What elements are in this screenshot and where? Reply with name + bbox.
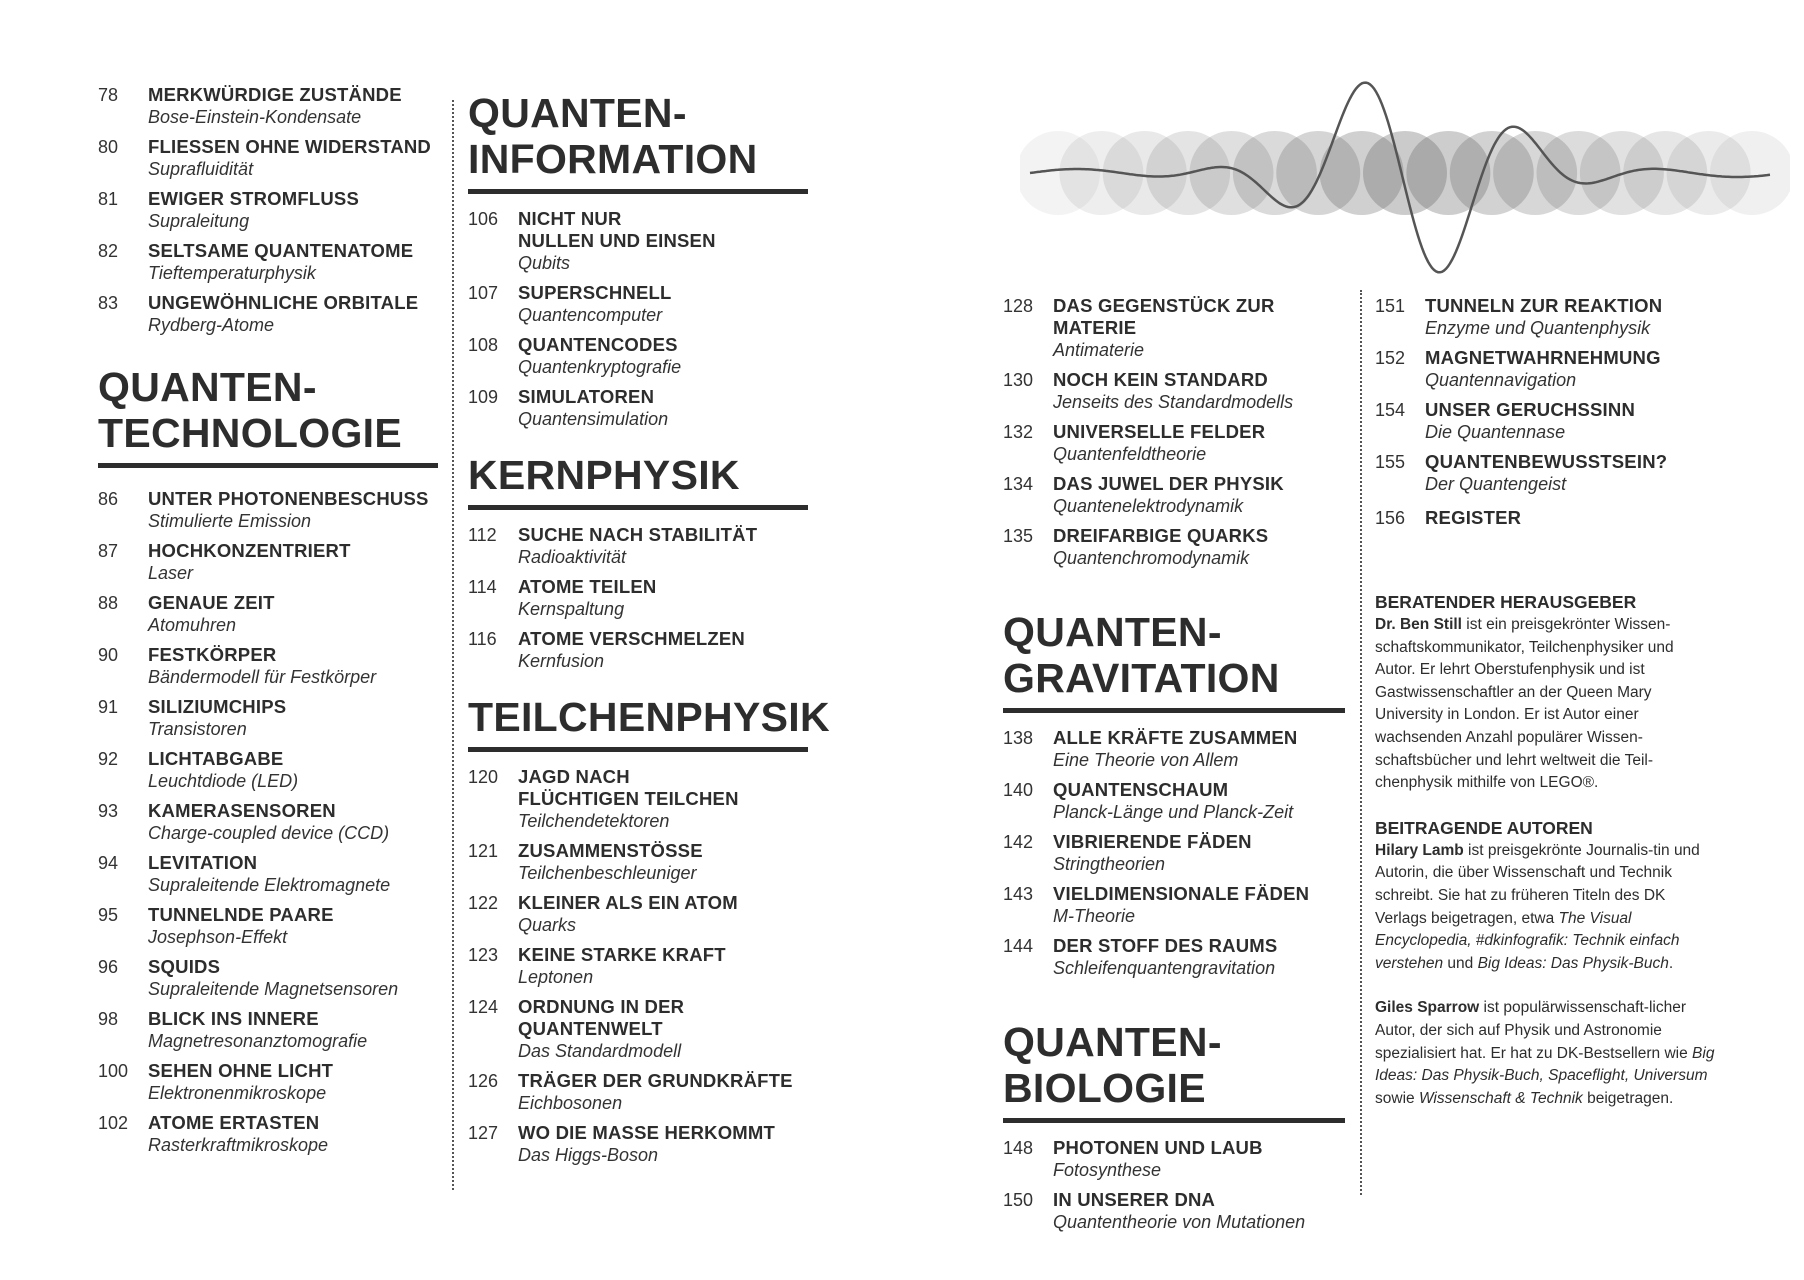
toc-entry-register[interactable]: 156 REGISTER	[1375, 507, 1522, 528]
entry-subtitle: Das Higgs-Boson	[518, 1145, 659, 1165]
page-number: 134	[1003, 474, 1034, 494]
section-heading-quantengravitation: QUANTEN- GRAVITATION	[1003, 609, 1345, 713]
page-number: 83	[98, 293, 119, 313]
page-number: 121	[468, 841, 499, 861]
toc-entry[interactable]	[1003, 421, 1345, 465]
entry-subtitle: Stimulierte Emission	[148, 511, 312, 531]
page-number: 88	[98, 593, 119, 613]
entry-title: SQUIDS	[148, 956, 221, 977]
toc-entry[interactable]	[98, 136, 438, 180]
advisor-heading: BERATENDER HERAUSGEBER	[1375, 592, 1637, 612]
entry-subtitle: Elektronenmikroskope	[148, 1083, 327, 1103]
toc-entry[interactable]	[1003, 779, 1345, 823]
toc-entry[interactable]	[1003, 1189, 1345, 1233]
entry-subtitle: Kernfusion	[518, 651, 605, 671]
entry-subtitle: Laser	[148, 563, 194, 583]
entry-subtitle: Fotosynthese	[1053, 1160, 1162, 1180]
entry-title: SEHEN OHNE LICHT	[148, 1060, 334, 1081]
quantum-wave-illustration	[1020, 28, 1790, 278]
entry-title: ORDNUNG IN DER	[518, 996, 685, 1017]
entry-title: JAGD NACH	[518, 766, 630, 787]
toc-entry[interactable]	[1003, 727, 1345, 771]
page-number: 126	[468, 1071, 499, 1091]
column-divider	[1360, 290, 1362, 1195]
page-number: 98	[98, 1009, 119, 1029]
entry-subtitle: Magnetresonanztomografie	[148, 1031, 368, 1051]
toc-entry[interactable]	[98, 292, 438, 336]
entry-title: QUANTENBEWUSSTSEIN?	[1425, 451, 1668, 472]
page-number: 106	[468, 209, 499, 229]
entry-subtitle: Radioaktivität	[518, 547, 627, 567]
entry-title: TRÄGER DER GRUNDKRÄFTE	[518, 1070, 793, 1091]
entry-subtitle: Teilchendetektoren	[518, 811, 670, 831]
entry-title: QUANTENSCHAUM	[1053, 779, 1229, 800]
page-number: 80	[98, 137, 119, 157]
page-number: 100	[98, 1061, 129, 1081]
entry-title: ATOME TEILEN	[518, 576, 657, 597]
page-number: 130	[1003, 370, 1034, 390]
entry-subtitle: Der Quantengeist	[1425, 474, 1567, 494]
entry-title: DAS GEGENSTÜCK ZUR	[1053, 295, 1275, 316]
entry-title: TUNNELNDE PAARE	[148, 904, 334, 925]
toc-entry[interactable]	[1003, 473, 1345, 517]
entry-subtitle: Die Quantennase	[1425, 422, 1566, 442]
page-number: 116	[468, 629, 497, 649]
entry-subtitle: Das Standardmodell	[518, 1041, 682, 1061]
toc-entry[interactable]	[98, 644, 438, 688]
entry-title: BLICK INS INNERE	[148, 1008, 319, 1029]
page-number: 82	[98, 241, 119, 261]
page-number: 155	[1375, 452, 1406, 472]
toc-entry[interactable]	[468, 524, 808, 568]
entry-title: UNGEWÖHNLICHE ORBITALE	[148, 292, 419, 313]
entry-title: DER STOFF DES RAUMS	[1053, 935, 1278, 956]
entry-title: PHOTONEN UND LAUB	[1053, 1137, 1263, 1158]
toc-entry[interactable]	[468, 840, 808, 884]
page-number: 142	[1003, 832, 1034, 852]
entry-title: GENAUE ZEIT	[148, 592, 275, 613]
toc-entry[interactable]	[98, 956, 438, 1000]
page-number: 127	[468, 1123, 499, 1143]
toc-entry[interactable]	[1003, 369, 1345, 413]
entry-title: EWIGER STROMFLUSS	[148, 188, 360, 209]
toc-entry[interactable]	[1003, 831, 1345, 875]
page-number: 120	[468, 767, 499, 787]
entry-subtitle: Josephson-Effekt	[148, 927, 288, 947]
toc-entry[interactable]	[468, 628, 808, 672]
entry-subtitle: Quantentheorie von Mutationen	[1053, 1212, 1306, 1232]
page-number: 124	[468, 997, 499, 1017]
author-bio-sparrow: Giles Sparrow ist populärwissenschaft-licher Autor, der sich auf Physik und Astronomie spezialisiert hat. Er hat zu DK-Bestsellern wie Big Ideas: Das Physik-Buch, Spaceflight, Universum sowie Wissenschaft & Technik beigetragen.	[1375, 999, 1715, 1107]
entry-subtitle: Leptonen	[518, 967, 594, 987]
entry-title: KLEINER ALS EIN ATOM	[518, 892, 738, 913]
toc-entry[interactable]	[98, 1112, 438, 1156]
toc-entry[interactable]	[98, 904, 438, 948]
column-divider	[452, 100, 454, 1190]
toc-entry[interactable]	[98, 188, 438, 232]
entry-title: DAS JUWEL DER PHYSIK	[1053, 473, 1284, 494]
entry-subtitle: Stringtheorien	[1053, 854, 1166, 874]
toc-entry[interactable]	[468, 576, 808, 620]
entry-subtitle: Bändermodell für Festkörper	[148, 667, 377, 687]
toc-entry[interactable]	[468, 1122, 808, 1166]
toc-entry[interactable]	[468, 996, 808, 1062]
section-heading-quantenbiologie: QUANTEN- BIOLOGIE	[1003, 1019, 1345, 1123]
entry-title-line2: MATERIE	[1053, 317, 1137, 338]
page-number: 95	[98, 905, 119, 925]
entry-subtitle: Quantenkryptografie	[518, 357, 682, 377]
toc-entry[interactable]	[1375, 295, 1715, 339]
entry-subtitle: Teilchenbeschleuniger	[518, 863, 697, 883]
section-heading-kernphysik: KERNPHYSIK	[468, 452, 808, 510]
entry-title: LICHTABGABE	[148, 748, 284, 769]
toc-column-1	[98, 84, 438, 1164]
toc-entry[interactable]	[98, 1008, 438, 1052]
entry-subtitle: Leuchtdiode (LED)	[148, 771, 299, 791]
entry-title: HOCHKONZENTRIERT	[148, 540, 351, 561]
advisor-bio: Dr. Ben Still ist ein preisgekrönter Wissen-schaftskommunikator, Teilchenphysiker und Autor. Er lehrt Oberstufenphysik und ist Gastwissenschaftler an der Queen Mary University in London. Er ist Autor einer wachsenden Anzahl populärer Wissen-schaftsbücher und lehrt weltweit die Teil-chenphysik mithilfe von LEGO®.	[1375, 616, 1674, 792]
entry-subtitle: Eine Theorie von Allem	[1053, 750, 1239, 770]
toc-entry[interactable]	[468, 944, 808, 988]
entry-subtitle: Rydberg-Atome	[148, 315, 275, 335]
entry-title: SELTSAME QUANTENATOME	[148, 240, 414, 261]
toc-entry[interactable]	[468, 282, 808, 326]
entry-subtitle: Atomuhren	[148, 615, 237, 635]
entry-title-line2: QUANTENWELT	[518, 1018, 663, 1039]
entry-title: UNTER PHOTONENBESCHUSS	[148, 488, 429, 509]
entry-title: NICHT NUR	[518, 208, 622, 229]
entry-subtitle: Kernspaltung	[518, 599, 625, 619]
page-number: 91	[98, 697, 119, 717]
toc-entry[interactable]	[468, 386, 808, 430]
toc-entry[interactable]	[98, 592, 438, 636]
page-number: 108	[468, 335, 499, 355]
entry-subtitle: Quantensimulation	[518, 409, 669, 429]
page-number: 112	[468, 525, 497, 545]
entry-subtitle: Jenseits des Standardmodells	[1053, 392, 1294, 412]
entry-title: ATOME ERTASTEN	[148, 1112, 320, 1133]
entry-subtitle: Transistoren	[148, 719, 247, 739]
page-number: 122	[468, 893, 499, 913]
page-number: 150	[1003, 1190, 1034, 1210]
toc-entry[interactable]	[468, 766, 808, 832]
page-number: 102	[98, 1113, 129, 1133]
entry-title: FLIESSEN OHNE WIDERSTAND	[148, 136, 431, 157]
entry-title: MERKWÜRDIGE ZUSTÄNDE	[148, 84, 402, 105]
contributors-section	[1375, 591, 1715, 1110]
toc-entry[interactable]	[98, 540, 438, 584]
entry-subtitle: Antimaterie	[1053, 340, 1145, 360]
toc-entry[interactable]	[98, 748, 438, 792]
page-number: 81	[98, 189, 119, 209]
page-number: 107	[468, 283, 499, 303]
entry-title: IN UNSERER DNA	[1053, 1189, 1216, 1210]
page-number: 151	[1375, 296, 1406, 316]
entry-subtitle: Quantenfeldtheorie	[1053, 444, 1207, 464]
entry-title: MAGNETWAHRNEHMUNG	[1425, 347, 1661, 368]
entry-subtitle: Quantenchromodynamik	[1053, 548, 1250, 568]
entry-title: KEINE STARKE KRAFT	[518, 944, 726, 965]
section-heading-teilchenphysik: TEILCHENPHYSIK	[468, 694, 808, 752]
entry-subtitle: Supraleitende Magnetsensoren	[148, 979, 399, 999]
entry-subtitle: Rasterkraftmikroskope	[148, 1135, 329, 1155]
author-bio-lamb: Hilary Lamb ist preisgekrönte Journalis-tin und Autorin, die über Wissenschaft und Technik schreibt. Sie hat zu früheren Titeln des DK Verlags beigetragen, etwa The Visual Encyclopedia, #dkinfografik: Technik einfach verstehen und Big Ideas: Das Physik-Buch.	[1375, 841, 1700, 972]
page-number: 138	[1003, 728, 1034, 748]
entry-subtitle: Suprafluidität	[148, 159, 254, 179]
section-heading-quanteninformation: QUANTEN- INFORMATION	[468, 90, 808, 194]
entry-title: VIBRIERENDE FÄDEN	[1053, 831, 1252, 852]
entry-subtitle: Charge-coupled device (CCD)	[148, 823, 390, 843]
entry-title: FESTKÖRPER	[148, 644, 277, 665]
entry-subtitle: Quarks	[518, 915, 577, 935]
toc-entry[interactable]	[468, 208, 808, 274]
toc-entry[interactable]	[1003, 883, 1345, 927]
entry-subtitle: Quantencomputer	[518, 305, 663, 325]
entry-subtitle: Qubits	[518, 253, 571, 273]
page-number: 128	[1003, 296, 1034, 316]
page-number: 148	[1003, 1138, 1034, 1158]
page-number: 132	[1003, 422, 1034, 442]
toc-entry[interactable]	[98, 1060, 438, 1104]
entry-title: SUPERSCHNELL	[518, 282, 672, 303]
entry-title: ALLE KRÄFTE ZUSAMMEN	[1053, 727, 1298, 748]
page-number: 109	[468, 387, 499, 407]
entry-title: LEVITATION	[148, 852, 258, 873]
toc-column-3	[1003, 295, 1345, 1241]
toc-entry[interactable]	[98, 696, 438, 740]
section-heading-quantentechnologie: QUANTEN- TECHNOLOGIE	[98, 364, 438, 468]
entry-subtitle: Eichbosonen	[518, 1093, 623, 1113]
page-number: 123	[468, 945, 499, 965]
page-number: 92	[98, 749, 119, 769]
entry-title: ZUSAMMENSTÖSSE	[518, 840, 703, 861]
toc-entry[interactable]	[98, 84, 438, 128]
entry-title: ATOME VERSCHMELZEN	[518, 628, 745, 649]
page-number: 78	[98, 85, 119, 105]
page-number: 86	[98, 489, 119, 509]
entry-title: UNSER GERUCHSSINN	[1425, 399, 1636, 420]
entry-title-line2: FLÜCHTIGEN TEILCHEN	[518, 788, 739, 809]
entry-title: SUCHE NACH STABILITÄT	[518, 524, 758, 545]
page-number: 135	[1003, 526, 1034, 546]
toc-entry[interactable]	[468, 334, 808, 378]
entry-title: TUNNELN ZUR REAKTION	[1425, 295, 1663, 316]
entry-title-line2: NULLEN UND EINSEN	[518, 230, 716, 251]
entry-title: VIELDIMENSIONALE FÄDEN	[1053, 883, 1310, 904]
entry-subtitle: Supraleitung	[148, 211, 250, 231]
entry-subtitle: Quantennavigation	[1425, 370, 1577, 390]
toc-entry[interactable]	[98, 800, 438, 844]
entry-title: SILIZIUMCHIPS	[148, 696, 287, 717]
page-number: 152	[1375, 348, 1406, 368]
toc-entry[interactable]	[1003, 295, 1345, 361]
toc-entry[interactable]	[1003, 525, 1345, 569]
toc-entry[interactable]	[1375, 347, 1715, 391]
toc-column-4	[1375, 295, 1715, 1110]
entry-title: WO DIE MASSE HERKOMMT	[518, 1122, 776, 1143]
toc-entry[interactable]	[468, 892, 808, 936]
entry-subtitle: Tieftemperaturphysik	[148, 263, 316, 283]
toc-column-2	[468, 90, 830, 1174]
page-number: 93	[98, 801, 119, 821]
toc-entry[interactable]	[98, 240, 438, 284]
entry-subtitle: Planck-Länge und Planck-Zeit	[1053, 802, 1294, 822]
page-number: 140	[1003, 780, 1034, 800]
page-number: 144	[1003, 936, 1034, 956]
toc-entry[interactable]	[98, 852, 438, 896]
toc-entry[interactable]	[98, 488, 438, 532]
toc-entry[interactable]	[1375, 451, 1715, 495]
page-number: 96	[98, 957, 119, 977]
page-number: 114	[468, 577, 497, 597]
entry-title: DREIFARBIGE QUARKS	[1053, 525, 1269, 546]
entry-title: UNIVERSELLE FELDER	[1053, 421, 1266, 442]
entry-subtitle: Schleifenquantengravitation	[1053, 958, 1276, 978]
entry-title: KAMERASENSOREN	[148, 800, 336, 821]
toc-entry[interactable]	[1003, 1137, 1345, 1181]
toc-entry[interactable]	[1375, 399, 1715, 443]
page-number: 154	[1375, 400, 1406, 420]
entry-subtitle: Bose-Einstein-Kondensate	[148, 107, 362, 127]
entry-subtitle: Supraleitende Elektromagnete	[148, 875, 391, 895]
entry-subtitle: Enzyme und Quantenphysik	[1425, 318, 1651, 338]
page-number: 143	[1003, 884, 1034, 904]
entry-title: QUANTENCODES	[518, 334, 678, 355]
authors-heading: BEITRAGENDE AUTOREN	[1375, 817, 1593, 838]
page-number: 90	[98, 645, 119, 665]
entry-title: SIMULATOREN	[518, 386, 655, 407]
entry-subtitle: Quantenelektrodynamik	[1053, 496, 1244, 516]
page-number: 94	[98, 853, 119, 873]
entry-subtitle: M-Theorie	[1053, 906, 1136, 926]
page-number: 87	[98, 541, 119, 561]
toc-entry[interactable]	[1003, 935, 1345, 979]
entry-title: NOCH KEIN STANDARD	[1053, 369, 1268, 390]
toc-entry[interactable]	[468, 1070, 808, 1114]
